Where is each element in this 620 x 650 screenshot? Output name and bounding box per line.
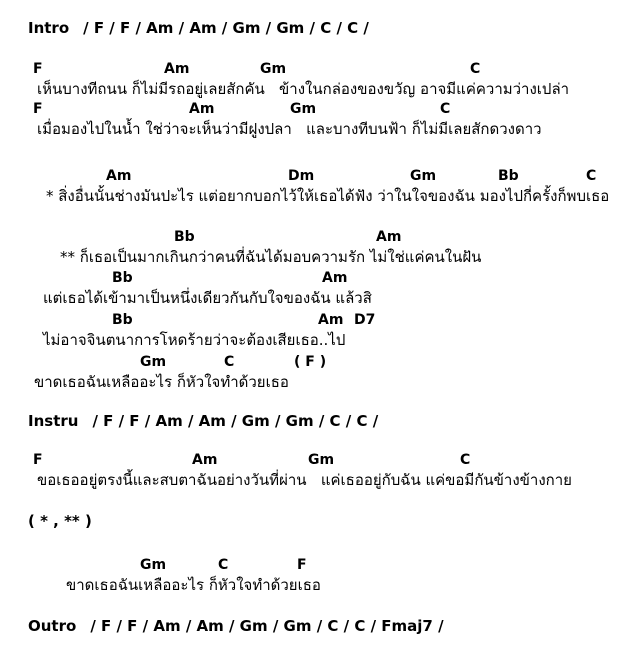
section-heading [28, 413, 378, 429]
chord: F [33, 101, 43, 117]
chord: Gm [410, 168, 437, 184]
chord: Am [189, 101, 215, 117]
section-heading [28, 20, 369, 36]
chord: C [586, 168, 597, 184]
chord: Gm [290, 101, 317, 117]
chord-line [0, 453, 620, 469]
chord: Gm [140, 557, 167, 573]
chord-progression: / F / F / Am / Am / Gm / Gm / C / C / [92, 412, 379, 430]
lyric-line: เห็นบางทีถนน ก็ไม่มีรถอยู่เลยสักคัน ข้างในกล่องของขวัญ อาจมีแค่ความว่างเปล่า [37, 80, 570, 98]
section-heading [28, 618, 444, 634]
chord-progression: / F / F / Am / Am / Gm / Gm / C / C / [83, 19, 369, 37]
chord-line [0, 355, 620, 371]
chord: Dm [288, 168, 315, 184]
chord-line [0, 558, 620, 574]
chord: Bb [112, 312, 133, 328]
lyric-line: ขาดเธอฉันเหลืออะไร ก็หัวใจทำด้วยเธอ [34, 373, 289, 391]
chord: C [440, 101, 451, 117]
chord-line [0, 230, 620, 246]
chord: Bb [174, 229, 195, 245]
chord: C [218, 557, 229, 573]
chord-line [0, 169, 620, 185]
chord: ( F ) [294, 354, 327, 370]
section-label: ( * , ** ) [28, 512, 92, 530]
chord: Gm [308, 452, 335, 468]
chord-line [0, 313, 620, 329]
chord: Am [376, 229, 402, 245]
chord: Am [164, 61, 190, 77]
chord-progression: / F / F / Am / Am / Gm / Gm / C / C / Fmaj7 / [90, 617, 444, 635]
chord: Bb [498, 168, 519, 184]
chord: Gm [260, 61, 287, 77]
lyric-line: * สิ่งอื่นนั้นช่างมันปะไร แต่อยากบอกไว้ให้เธอได้ฟัง ว่าในใจของฉัน มองไปกี่ครั้งก็พบเธอ [46, 187, 610, 205]
chord: Bb [112, 270, 133, 286]
section-label: Instru [28, 412, 79, 430]
chord: Am [106, 168, 132, 184]
chord: C [460, 452, 471, 468]
chord: C [224, 354, 235, 370]
chord: Am [318, 312, 344, 328]
chord: Am [322, 270, 348, 286]
section-label: Outro [28, 617, 77, 635]
chord: F [297, 557, 307, 573]
lyric-line: ขาดเธอฉันเหลืออะไร ก็หัวใจทำด้วยเธอ [66, 576, 321, 594]
lyric-line: ขอเธออยู่ตรงนี้และสบตาฉันอย่างวันที่ผ่าน แค่เธออยู่กับฉัน แค่ขอมีกันข้างข้างกาย [37, 471, 572, 489]
lyric-line: แต่เธอได้เข้ามาเป็นหนึ่งเดียวกันกับใจของฉัน แล้วสิ [43, 289, 372, 307]
chord: Gm [140, 354, 167, 370]
chord: Am [192, 452, 218, 468]
chord: F [33, 452, 43, 468]
lyric-line: เมื่อมองไปในน้ำ ใช่ว่าจะเห็นว่ามีฝูงปลา และบางทีบนฟ้า ก็ไม่มีเลยสักดวงดาว [37, 120, 542, 138]
chord-line [0, 102, 620, 118]
chord: D7 [354, 312, 376, 328]
lyric-line: ** ก็เธอเป็นมากเกินกว่าคนที่ฉันได้มอบความรัก ไม่ใช่แค่คนในฝัน [60, 248, 482, 266]
chord-line [0, 62, 620, 78]
chord: F [33, 61, 43, 77]
chord-line [0, 271, 620, 287]
lyric-line: ไม่อาจจินตนาการโหดร้ายว่าจะต้องเสียเธอ..ไป [43, 331, 346, 349]
section-heading [28, 513, 92, 529]
chord: C [470, 61, 481, 77]
section-label: Intro [28, 19, 70, 37]
